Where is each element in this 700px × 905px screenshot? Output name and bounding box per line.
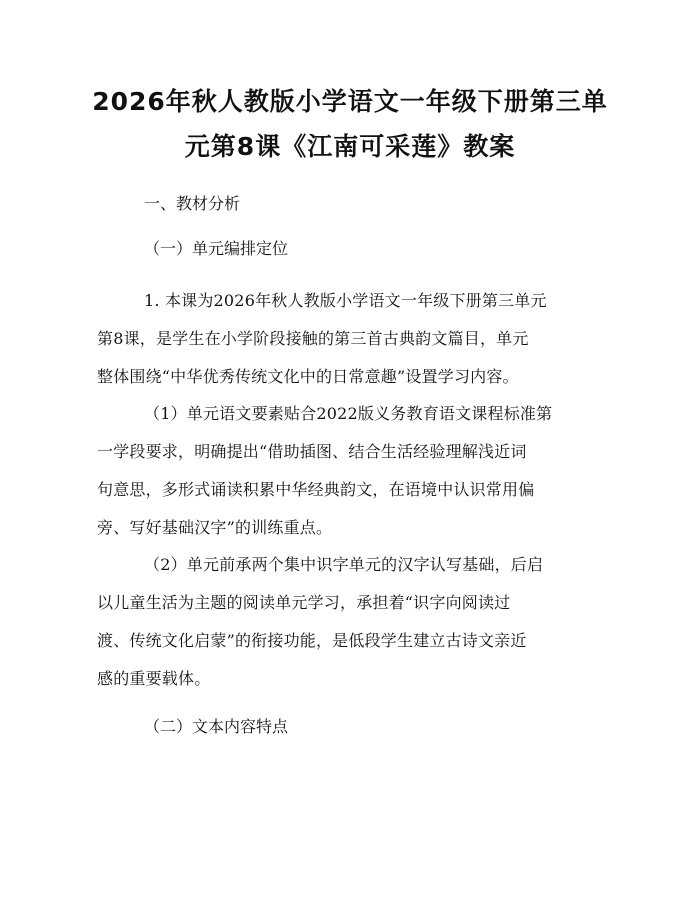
paragraph-line: 旁、写好基础汉字”的训练重点。 bbox=[97, 518, 333, 537]
paragraph-line: 句意思，多形式诵读积累中华经典韵文，在语境中认识常用偏 bbox=[97, 480, 535, 499]
subsection-heading-text-features: （二）文本内容特点 bbox=[144, 717, 289, 736]
section-heading-textbook-analysis: 一、教材分析 bbox=[144, 194, 241, 213]
paragraph-line: 1. 本课为2026年秋人教版小学语文一年级下册第三单元 bbox=[144, 291, 547, 310]
paragraph-line: 渡、传统文化启蒙”的衔接功能，是低段学生建立古诗文亲近 bbox=[97, 631, 527, 650]
paragraph-line: 整体围绕“中华优秀传统文化中的日常意趣”设置学习内容。 bbox=[97, 367, 519, 386]
paragraph-line: 一学段要求，明确提出“借助插图、结合生活经验理解浅近词 bbox=[97, 442, 527, 461]
paragraph-2 bbox=[97, 395, 609, 547]
paragraph-line: 感的重要载体。 bbox=[97, 669, 211, 688]
document-title-line-2: 元第8课《江南可采莲》教案 bbox=[184, 132, 516, 161]
paragraph-line: 第8课，是学生在小学阶段接触的第三首古典韵文篇目，单元 bbox=[97, 329, 529, 348]
document-title-line-1: 2026年秋人教版小学语文一年级下册第三单 bbox=[92, 87, 608, 116]
subsection-heading-unit-arrangement: （一）单元编排定位 bbox=[144, 239, 289, 258]
paragraph-3 bbox=[97, 546, 609, 698]
paragraph-line: （2）单元前承两个集中识字单元的汉字认写基础，后启 bbox=[144, 555, 544, 574]
paragraph-1 bbox=[97, 282, 609, 396]
paragraph-line: 以儿童生活为主题的阅读单元学习，承担着“识字向阅读过 bbox=[97, 593, 511, 612]
paragraph-line: （1）单元语文要素贴合2022版义务教育语文课程标准第 bbox=[144, 404, 553, 423]
